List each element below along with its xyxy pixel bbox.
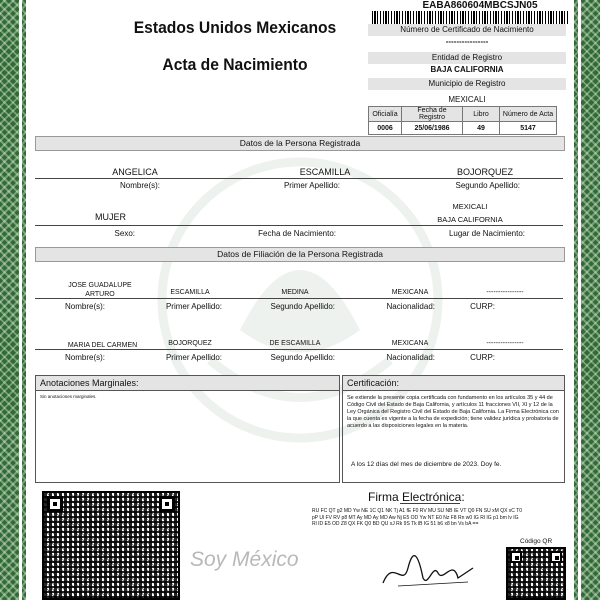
certification-box — [342, 375, 565, 483]
certification-text: Se extiende la presente copia certificada con fundamento en los artículos 35 y 44 de Código Civil del Estado de Baja California, y artículos 11 fracciones VII, XI y 12 de la Ley Orgánica del Registro Civil del Estado de Baja California. La Firma Electrónica con la que cuenta es vigente a la fecha de expedición; tiene validez jurídica y probatoria de acuerdo a las disposiciones legales en la materia. — [347, 395, 559, 429]
mother-names-value: MARIA DEL CARMEN — [67, 342, 138, 349]
signature-code: RU FC QT g2 MD Yw NE 1C Q1 NK Tj A1 fE F0 RV MU SU NB IE VT Q0 FN SU xM QX xC T0 pP Ul FV RV p8 MT Ay MD Ay MD Aw Nj E5 OD Yw NT E0 Nz F8 Rn w0 IG Rl IG p1 bm lv IG Rl ID E5 OD Z8 QX FK Q0 BD QU xJ Rk 9S Tk lB IG 51 b6 x8 bn Vs bA == — [312, 508, 523, 527]
document-title: Acta de Nacimiento — [162, 55, 308, 74]
registry-header-fecha: Fecha de Registro — [402, 107, 463, 122]
person-second-surname-value: BOJORQUEZ — [456, 167, 513, 177]
annotations-box — [35, 375, 340, 483]
person-birth-date-label: Fecha de Nacimiento: — [258, 229, 336, 238]
registry-acta: 5147 — [500, 122, 557, 135]
mother-first-surname-label: Primer Apellido: — [165, 353, 222, 362]
father-names-value: JOSE GUADALUPE ARTURO — [68, 282, 132, 298]
cert-number-label: Número de Certificado de Nacimiento — [368, 24, 566, 36]
cert-id: EABA860604MBCSJN05 — [422, 0, 538, 11]
signature-title-underline — [400, 503, 460, 504]
birth-municipality-value: MEXICALI — [452, 202, 488, 211]
father-nationality-label: Nacionalidad: — [386, 302, 435, 311]
person-second-surname-label: Segundo Apellido: — [455, 181, 520, 190]
left-decorative-border — [0, 0, 26, 600]
person-names-line — [35, 178, 563, 179]
father-first-surname-value: ESCAMILLA — [170, 289, 210, 296]
certification-date: A los 12 días del mes de diciembre de 2023. Doy fe. — [351, 461, 502, 468]
person-section-title: Datos de la Persona Registrada — [35, 136, 565, 151]
registry-header-acta: Número de Acta — [500, 107, 557, 122]
person-birth-place-label: Lugar de Nacimiento: — [448, 229, 525, 238]
person-sex-label: Sexo: — [114, 229, 135, 238]
municipality-label: Municipio de Registro — [368, 78, 566, 90]
person-names-label: Nombre(s): — [119, 181, 160, 190]
registry-libro: 49 — [463, 122, 500, 135]
birth-state-value: BAJA CALIFORNIA — [437, 215, 503, 224]
father-curp-label: CURP: — [470, 302, 495, 311]
person-names-value: ANGELICA — [112, 167, 158, 177]
country-title: Estados Unidos Mexicanos — [133, 18, 337, 37]
mother-curp-value: ---------------- — [486, 340, 524, 347]
person-birth-line — [35, 225, 563, 226]
mother-nationality-value: MEXICANA — [391, 340, 429, 347]
registry-fecha: 25/06/1986 — [402, 122, 463, 135]
father-curp-value: ---------------- — [486, 289, 524, 296]
father-names-label: Nombre(s): — [64, 302, 105, 311]
mother-second-surname-label: Segundo Apellido: — [270, 353, 335, 362]
municipality-value: MEXICALI — [448, 95, 486, 104]
parents-section-title: Datos de Filiación de la Persona Registrada — [35, 247, 565, 262]
cert-number-value: ---------------- — [445, 37, 489, 46]
annotations-text: Sin anotaciones marginales. — [40, 394, 97, 399]
registry-oficialia: 0006 — [369, 122, 402, 135]
person-first-surname-label: Primer Apellido: — [283, 181, 340, 190]
father-nationality-value: MEXICANA — [391, 289, 429, 296]
registry-header-oficialia: Oficialía — [369, 107, 402, 122]
father-first-surname-label: Primer Apellido: — [165, 302, 222, 311]
entity-label: Entidad de Registro — [368, 52, 566, 64]
mother-first-surname-value: BOJORQUEZ — [168, 340, 212, 347]
right-qr-code-icon — [506, 547, 566, 600]
annotations-title: Anotaciones Marginales: — [36, 376, 339, 391]
certification-title: Certificación: — [343, 376, 564, 391]
father-second-surname-label: Segundo Apellido: — [270, 302, 335, 311]
mother-second-surname-value: DE ESCAMILLA — [269, 340, 321, 347]
qr-label: Código QR — [520, 538, 553, 545]
left-qr-code-icon — [42, 491, 180, 600]
right-decorative-border — [574, 0, 600, 600]
entity-value: BAJA CALIFORNIA — [430, 65, 504, 74]
registry-header-libro: Libro — [463, 107, 500, 122]
mother-names-label: Nombre(s): — [64, 353, 105, 362]
barcode-icon — [372, 11, 568, 24]
signature-icon — [378, 548, 478, 593]
father-line — [35, 298, 563, 299]
mother-curp-label: CURP: — [470, 353, 495, 362]
father-second-surname-value: MEDINA — [281, 289, 309, 296]
registry-table — [368, 106, 557, 135]
mother-line — [35, 349, 563, 350]
person-first-surname-value: ESCAMILLA — [299, 167, 351, 177]
person-sex-value: MUJER — [95, 212, 126, 222]
brand-text: Soy México — [190, 548, 299, 571]
signature-title: Firma Electrónica: — [368, 490, 465, 504]
mother-nationality-label: Nacionalidad: — [386, 353, 435, 362]
